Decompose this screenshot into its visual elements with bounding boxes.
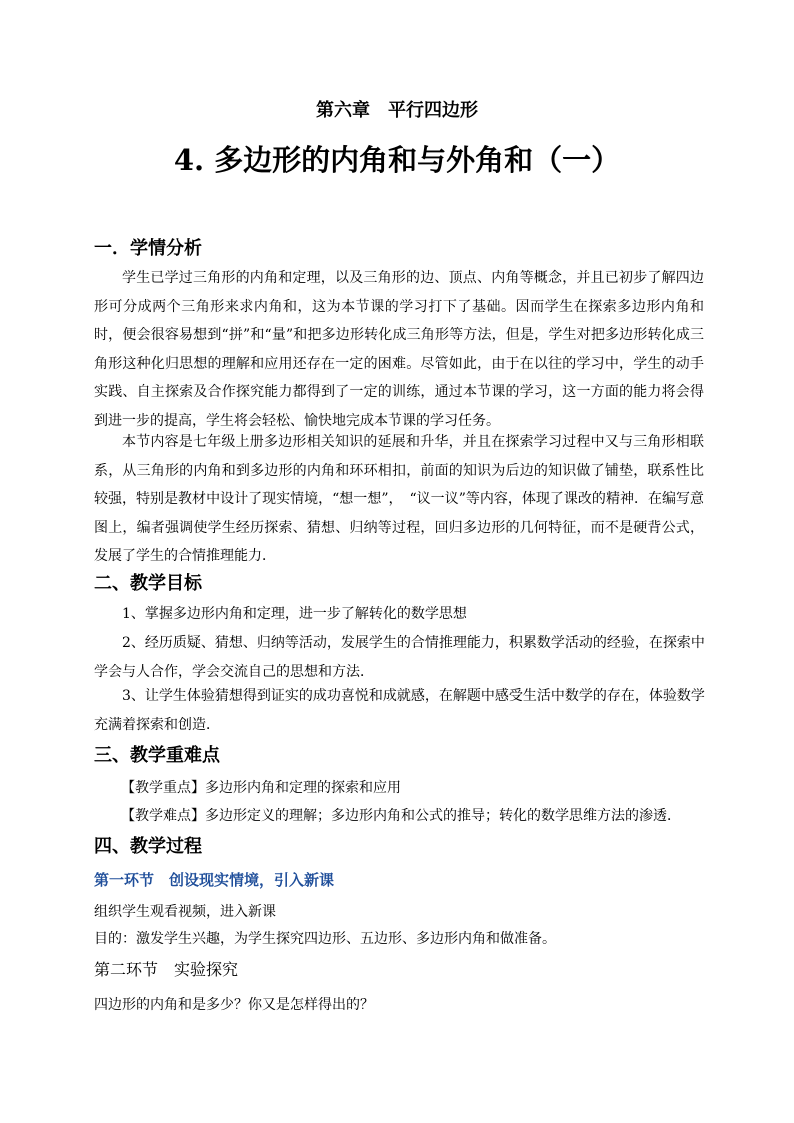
- section-heading-teaching-goals: 二、教学目标: [94, 573, 202, 594]
- chapter-heading: 第六章 平行四边形: [316, 100, 478, 121]
- paragraph-learning-analysis-1: 学生已学过三角形的内角和定理，以及三角形的边、顶点、内角等概念，并且已初步了解四边形可分成两个三角形来求内角和，这为本节课的学习打下了基础。因而学生在探索多边形内角和时，便会很容易想到“拼”和“量”和把多边形转化成三角形等方法，但是，学生对把多边形转化成三角形这种化归思想的理解和应用还存在一定的困难。尽管如此，由于在以往的学习中，学生的动手实践、自主探索及合作探究能力都得到了一定的训练，通过本节课的学习，这一方面的能力将会得到进一步的提高，学生将会轻松、愉快地完成本节课的学习任务。: [94, 270, 704, 429]
- difficult-point-line: 【教学难点】多边形定义的理解；多边形内角和公式的推导；转化的数学思维方法的渗透．: [121, 808, 681, 824]
- step-1-line-2: 目的：激发学生兴趣，为学生探究四边形、五边形、多边形内角和做准备。: [94, 931, 556, 947]
- key-point-line: 【教学重点】多边形内角和定理的探索和应用: [121, 780, 401, 796]
- step-1-title: 第一环节 创设现实情境，引入新课: [94, 871, 335, 889]
- lesson-title: 4. 多边形的内角和与外角和（一）: [173, 143, 621, 177]
- section-heading-teaching-process: 四、教学过程: [94, 836, 202, 857]
- step-1-line-1: 组织学生观看视频，进入新课: [94, 904, 276, 920]
- step-2-title: 第二环节 实验探究: [94, 960, 239, 979]
- goal-item-3: 3、让学生体验猜想得到证实的成功喜悦和成就感，在解题中感受生活中数学的存在，体验数学充满着探索和创造．: [94, 688, 705, 733]
- section-heading-learning-analysis: 一．学情分析: [94, 238, 202, 259]
- paragraph-learning-analysis-2: 本节内容是七年级上册多边形相关知识的延展和升华，并且在探索学习过程中又与三角形相联系，从三角形的内角和到多边形的内角和环环相扣，前面的知识为后边的知识做了铺垫，联系性比较强，特别是教材中设计了现实情境，“想一想”， “议一议”等内容，体现了课改的精神．在编写意图上，编者强调使学生经历探索、猜想、归纳等过程，回归多边形的几何特征，而不是硬背公式，发展了学生的合情推理能力．: [94, 434, 704, 565]
- goal-item-2: 2、经历质疑、猜想、归纳等活动，发展学生的合情推理能力，积累数学活动的经验，在探索中学会与人合作，学会交流自己的思想和方法．: [94, 635, 705, 680]
- goal-item-1: 1、掌握多边形内角和定理，进一步了解转化的数学思想: [122, 606, 467, 622]
- step-2-line-1: 四边形的内角和是多少？你又是怎样得出的？: [94, 997, 374, 1013]
- section-heading-key-points: 三、教学重难点: [94, 745, 220, 766]
